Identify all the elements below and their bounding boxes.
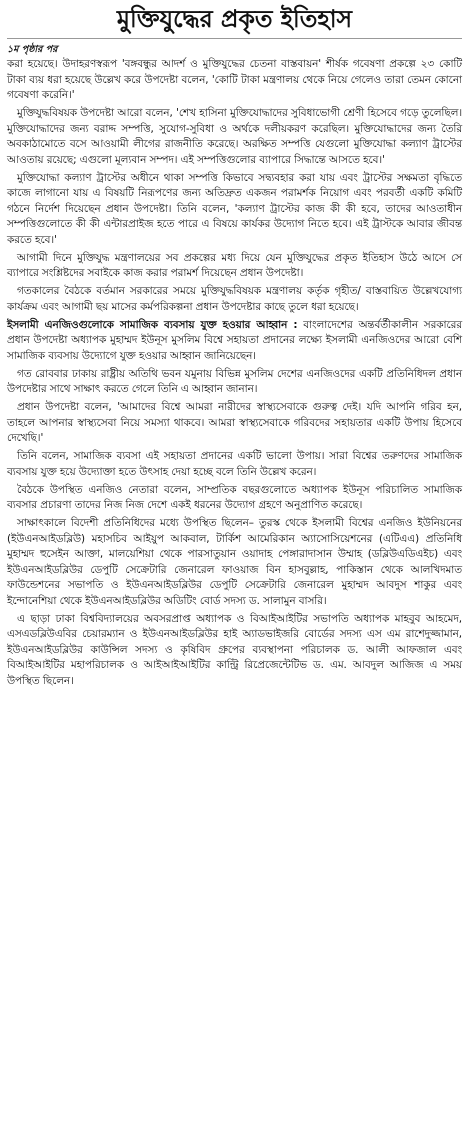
headline-divider: [7, 38, 462, 39]
paragraph-11: এ ছাড়া ঢাকা বিশ্ববিদ্যালয়ের অবসরপ্রাপ্ত অধ্যাপক ও বিআইআইটির সভাপতি অধ্যাপক মাহবুব আহমেদ, এসএডব্লিউএবির চেয়ারম্যান ও ইউএনআইডব্লিউর হাই অ্যাডভাইজরি বোর্ডের সদস্য এস এম রাশেদুজ্জামান, ইউএনআইডব্লিউর কাউন্সিল সদস্য ও কৃষিবিদ গ্রুপের ব্যবস্থাপনা পরিচালক ড. আলী আফজাল এবং বিআইআইটির মহাপরিচালক ও আইআইআইটির কান্ট্রি রিপ্রেজেন্টেটিভ ড. এম. আবদুল আজিজ এ সময় উপস্থিত ছিলেন।: [7, 612, 462, 687]
paragraph-5: গতকালের বৈঠকে বর্তমান সরকারের সময়ে মুক্তিযুদ্ধবিষয়ক মন্ত্রণালয় কর্তৃক গৃহীত/ বাস্তবায়িত উল্লেখযোগ্য কার্যক্রম এবং আগামী ছয় মাসের কর্মপরিকল্পনা প্রধান উপদেষ্টার কাছে তুলে ধরা হয়েছে।: [7, 285, 462, 313]
paragraph-7: প্রধান উপদেষ্টা বলেন, 'আমাদের বিশ্বে আমরা নারীদের স্বাস্থ্যসেবাকে গুরুত্ব দেই। যদি আপনি গরিব হন, তাহলে আপনার স্বাস্থ্যসেবা নিয়ে সমস্যা থাকবে। আমরা স্বাস্থ্যসেবাকে গরিবদের সহায়তার একটি উপায় হিসেবে দেখেছি।': [7, 401, 462, 444]
paragraph-9: বৈঠকে উপস্থিত এনজিও নেতারা বলেন, সাম্প্রতিক বছরগুলোতে অধ্যাপক ইউনূস পরিচালিত সামাজিক ব্যবসার প্রচারণা তাদের নিজ নিজ দেশে একই ধরনের উদ্যোগ গ্রহণে অনুপ্রাণিত করেছে।: [7, 483, 462, 511]
paragraph-6: গত রোববার ঢাকায় রাষ্ট্রীয় অতিথি ভবন যমুনায় বিভিন্ন মুসলিম দেশের এনজিওদের একটি প্রতিনিধিদল প্রধান উপদেষ্টার সাথে সাক্ষাৎ করতে গেলে তিনি এ আহ্বান জানান।: [7, 367, 462, 395]
paragraph-3: মুক্তিযোদ্ধা কল্যাণ ট্রাস্টের অধীনে থাকা সম্পত্তি কিভাবে সদ্ব্যবহার করা যায় এবং ট্রাস্টের সক্ষমতা বৃদ্ধিতে কাজে লাগানো যায় এ বিষয়টি নিরূপণের জন্য অতিদ্রুত একজন পরামর্শক নিয়োগ এবং পরবর্তী একটি কমিটি গঠনে নির্দেশ দিয়েছেন প্রধান উপদেষ্টা। তিনি বলেন, 'কল্যাণ ট্রাস্টের কাজ কী কী হবে, তাদের আওতাধীন সম্পত্তিগুলোতে কী কী এন্টারপ্রাইজ হতে পারে এ বিষয়ে কার্যকর উদ্যোগ নিতে হবে। এই ট্রাস্টকে আবার জীবন্ত করতে হবে।': [7, 171, 462, 246]
subheading-paragraph: [7, 318, 462, 365]
article-body: [7, 57, 462, 689]
subheading: ইসলামী এনজিওগুলোকে সামাজিক ব্যবসায় যুক্ত হওয়ার আহ্বান :: [7, 318, 298, 331]
paragraph-8: তিনি বলেন, সামাজিক ব্যবসা এই সহায়তা প্রদানের একটি ভালো উপায়। সারা বিশ্বের তরুণদের সামাজিক ব্যবসায় যুক্ত হয়ে উদ্যোক্তা হতে উৎসাহ দেয়া হচ্ছে বলে তিনি উল্লেখ করেন।: [7, 450, 462, 478]
headline: মুক্তিযুদ্ধের প্রকৃত ইতিহাস: [116, 4, 353, 33]
continued-from-label: ১ম পৃষ্ঠার পর: [7, 44, 58, 55]
paragraph-4: আগামী দিনে মুক্তিযুদ্ধ মন্ত্রণালয়ের সব প্রকল্পের মধ্য দিয়ে যেন মুক্তিযুদ্ধের প্রকৃত ইতিহাস উঠে আসে সে ব্যাপারে সংশ্লিষ্টদের সবাইকে কাজ করার পরামর্শ দিয়েছেন প্রধান উপদেষ্টা।: [7, 251, 462, 279]
paragraph-1: করা হয়েছে। উদাহরণস্বরূপ 'বঙ্গবন্ধুর আদর্শ ও মুক্তিযুদ্ধের চেতনা বাস্তবায়ন' শীর্ষক গবেষণা প্রকল্পে ২৩ কোটি টাকা ব্যয় ধরা হয়েছে উল্লেখ করে উপদেষ্টা বলেন, 'কোটি টাকা মন্ত্রণালয় থেকে নিয়ে গেলেও তারা তেমন কোনো গবেষণা করেনি।': [7, 58, 462, 101]
paragraph-10: সাক্ষাৎকালে বিদেশী প্রতিনিধিদের মধ্যে উপস্থিত ছিলেন– তুরস্ক থেকে ইসলামী বিশ্বের এনজিও ইউনিয়নের (ইউএনআইডব্লিউ) মহাসচিব আইয়ুপ আকবাল, টার্কিশ আমেরিকান অ্যাসোসিয়েশনের (এটিএএ) প্রতিনিধি মুহাম্মদ হুসেইন আক্তা, মালয়েশিয়া থেকে পারসাতুয়ান ওয়াদাহ পেঙ্গারাদাসান উম্মাহ (ডব্লিউএডিএইচ) এবং ইউএনআইডব্লিউর ডেপুটি সেক্রেটারি জেনারেল ফাওয়াজ বিন হাসবুল্লাহ, পাকিস্তান থেকে আলখিদমাত ফাউন্ডেশনের সভাপতি ও ইউএনআইডব্লিউর ডেপুটি সেক্রেটারি জেনারেল মুহাম্মদ আবদুস শাকুর এবং ইন্দোনেশিয়া থেকে ইউএনআইডব্লিউর অডিটিং বোর্ড সদস্য ড. সালামুন বাসরি।: [7, 517, 462, 607]
paragraph-2: মুক্তিযুদ্ধবিষয়ক উপদেষ্টা আরো বলেন, 'শেখ হাসিনা মুক্তিযোদ্ধাদের সুবিধাভোগী শ্রেণী হিসেবে গড়ে তুলেছিল। মুক্তিযোদ্ধাদের জন্য বরাদ্দ সম্পত্তি, সুযোগ-সুবিধা ও অর্থকে দলীয়করণ করেছিল। মুক্তিযোদ্ধাদের জন্য তৈরি অবকাঠামোতে বসে আওয়ামী লীগের রাজনীতি করেছে। অরক্ষিত সম্পত্তি যেগুলো মুক্তিযোদ্ধা কল্যাণ ট্রাস্টের আওতায় রয়েছে; এগুলো মূল্যবান সম্পদ। এই সম্পত্তিগুলোর ব্যাপারে সিদ্ধান্তে আসতে হবে।': [7, 107, 462, 166]
subheading-lead: বাংলাদেশের অন্তর্বর্তীকালীন সরকারের প্রধান উপদেষ্টা অধ্যাপক মুহাম্মদ ইউনূস মুসলিম বিশ্বে সহায়তা প্রদানের লক্ষ্যে ইসলামী এনজিওদের আরো বেশি সামাজিক ব্যবসায় উদ্যোগে যুক্ত হওয়ার আহ্বান জানিয়েছেন।: [7, 318, 463, 362]
